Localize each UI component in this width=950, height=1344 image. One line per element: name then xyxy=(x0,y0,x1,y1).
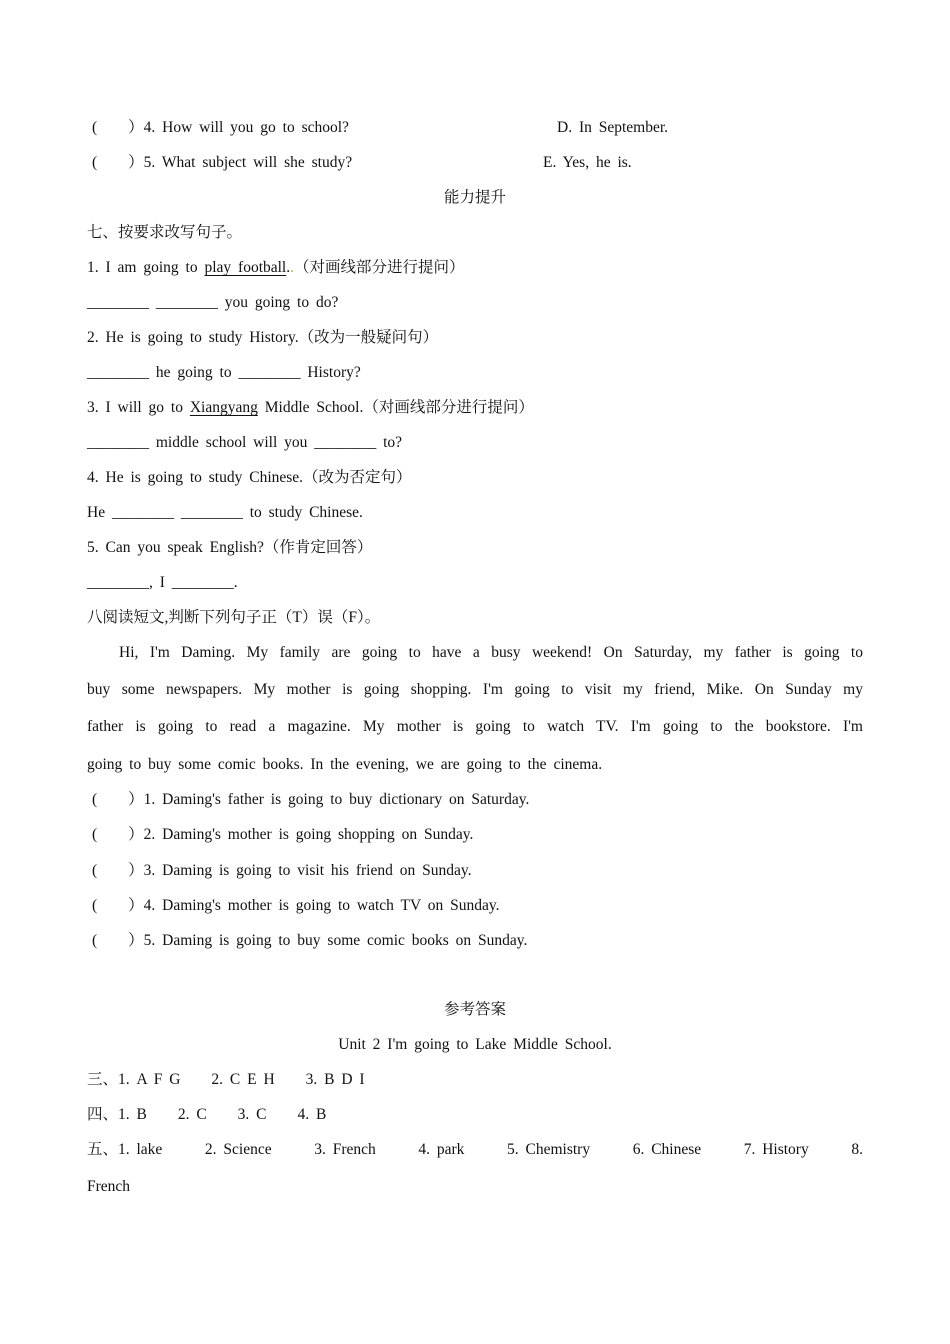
matching-question-4: ( ）4. How will you go to school? xyxy=(92,119,349,136)
rewrite-s1-text: 1. I am going to xyxy=(87,259,205,276)
rewrite-answer-1: ________ ________ you going to do? xyxy=(87,294,339,311)
reading-item-4: ( ）4. Daming's mother is going to watch TV on Sunday. xyxy=(92,897,500,914)
reading-title: 八阅读短文,判断下列句子正（T）误（F）。 xyxy=(87,609,381,626)
answer-row-5-item: 2. Science xyxy=(204,1141,272,1158)
rewrite-sentence-5: 5. Can you speak English?（作肯定回答） xyxy=(87,539,373,556)
rewrite-sentence-1 xyxy=(87,258,465,278)
matching-answer-e: E. Yes, he is. xyxy=(543,154,632,171)
answer-key-title: 参考答案 xyxy=(443,1001,506,1018)
reading-item-3: ( ）3. Daming is going to visit his friend on Sunday. xyxy=(92,862,472,879)
answer-row-5-item: 五、1. lake xyxy=(87,1141,163,1158)
rewrite-s1-period: . xyxy=(286,259,291,276)
answer-row-5-item: 8. xyxy=(851,1141,863,1158)
reading-item-1: ( ）1. Daming's father is going to buy dictionary on Saturday. xyxy=(92,791,530,808)
rewrite-answer-5: ________, I ________. xyxy=(87,574,238,591)
rewrite-sentence-4: 4. He is going to study Chinese.（改为否定句） xyxy=(87,469,412,486)
reading-line-4: going to buy some comic books. In the evening, we are going to the cinema. xyxy=(87,756,603,773)
rewrite-s3-underlined: Xiangyang xyxy=(189,399,258,416)
matching-question-5: ( ）5. What subject will she study? xyxy=(92,154,353,171)
answer-row-5 xyxy=(87,1140,863,1160)
rewrite-title: 七、按要求改写句子。 xyxy=(87,224,243,241)
answer-row-3: 三、1. A F G 2. C E H 3. B D I xyxy=(87,1071,365,1088)
answer-row-5-item: 3. French xyxy=(314,1141,376,1158)
rewrite-s1-mark: . xyxy=(290,259,294,276)
answer-row-5-item: 7. History xyxy=(743,1141,809,1158)
reading-item-5: ( ）5. Daming is going to buy some comic books on Sunday. xyxy=(92,932,528,949)
rewrite-s3-text: 3. I will go to xyxy=(87,399,190,416)
answer-row-5-item: 5. Chemistry xyxy=(507,1141,591,1158)
answer-row-5-continued: French xyxy=(87,1178,131,1195)
reading-line-1: Hi, I'm Daming. My family are going to have a busy weekend! On Saturday, my father is going to xyxy=(119,644,863,661)
rewrite-answer-3: ________ middle school will you ________ to? xyxy=(87,434,403,451)
rewrite-sentence-3 xyxy=(87,398,534,418)
rewrite-s1-note: （对画线部分进行提问） xyxy=(294,259,465,276)
reading-line-3: father is going to read a magazine. My mother is going to watch TV. I'm going to the bookstore. I'm xyxy=(87,718,863,735)
rewrite-s1-underlined: play football xyxy=(204,259,287,276)
answer-key-unit: Unit 2 I'm going to Lake Middle School. xyxy=(338,1036,612,1053)
rewrite-answer-4: He ________ ________ to study Chinese. xyxy=(87,504,363,521)
rewrite-sentence-2: 2. He is going to study History.（改为一般疑问句） xyxy=(87,329,439,346)
answer-row-5-item: 6. Chinese xyxy=(632,1141,702,1158)
matching-answer-d: D. In September. xyxy=(557,119,669,136)
reading-item-2: ( ）2. Daming's mother is going shopping on Sunday. xyxy=(92,826,474,843)
rewrite-s3-rest: Middle School.（对画线部分进行提问） xyxy=(257,399,534,416)
answer-row-5-item: 4. park xyxy=(418,1141,465,1158)
rewrite-answer-2: ________ he going to ________ History? xyxy=(87,364,361,381)
answer-row-4: 四、1. B 2. C 3. C 4. B xyxy=(87,1106,327,1123)
section-heading: 能力提升 xyxy=(443,189,506,206)
reading-line-2: buy some newspapers. My mother is going shopping. I'm going to visit my friend, Mike. On Sunday my xyxy=(87,681,863,698)
